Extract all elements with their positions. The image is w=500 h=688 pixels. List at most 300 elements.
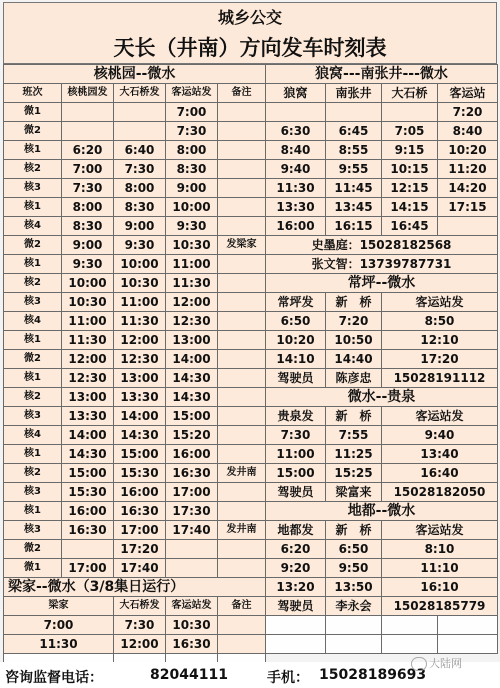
time-cell: 9:40 <box>266 160 326 179</box>
time-cell: 14:30 <box>114 426 166 445</box>
column-header: 新 桥 <box>326 521 382 540</box>
table-row <box>4 160 266 179</box>
table-row <box>266 331 498 350</box>
table-row <box>266 597 498 616</box>
table-row <box>4 84 266 103</box>
time-cell <box>218 122 266 141</box>
time-cell: 16:30 <box>114 502 166 521</box>
time-cell: 8:00 <box>114 179 166 198</box>
table-row <box>4 236 266 255</box>
table-row <box>4 521 266 540</box>
table-row <box>266 312 498 331</box>
time-cell: 13:40 <box>382 445 498 464</box>
time-cell: 6:45 <box>326 122 382 141</box>
table-row <box>4 597 266 616</box>
time-cell: 10:15 <box>382 160 438 179</box>
time-cell <box>218 312 266 331</box>
column-header: 新 桥 <box>326 293 382 312</box>
time-cell: 17:00 <box>114 521 166 540</box>
table-row <box>4 445 266 464</box>
wechat-icon <box>411 657 427 671</box>
table-row <box>266 217 498 236</box>
time-cell: 8:40 <box>266 141 326 160</box>
column-header: 地都发 <box>266 521 326 540</box>
time-cell <box>218 198 266 217</box>
time-cell: 15:30 <box>114 464 166 483</box>
table-row <box>266 445 498 464</box>
time-cell: 13:00 <box>166 331 218 350</box>
time-cell: 11:25 <box>326 445 382 464</box>
time-cell: 9:50 <box>326 559 382 578</box>
time-cell: 9:30 <box>166 217 218 236</box>
driver-label: 驾驶员 <box>266 597 326 616</box>
trip-code: 微1 <box>4 559 62 578</box>
time-cell: 17:00 <box>166 483 218 502</box>
time-cell: 发井南 <box>218 464 266 483</box>
time-cell <box>218 616 266 635</box>
time-cell: 16:40 <box>382 464 498 483</box>
table-row <box>266 578 498 597</box>
table-cell <box>438 635 498 654</box>
time-cell: 12:30 <box>62 369 114 388</box>
time-cell: 11:30 <box>62 331 114 350</box>
trip-code: 核1 <box>4 141 62 160</box>
trip-code: 核4 <box>4 217 62 236</box>
time-cell: 13:30 <box>62 407 114 426</box>
driver-label: 驾驶员 <box>266 483 326 502</box>
time-cell: 13:45 <box>326 198 382 217</box>
time-cell: 8:00 <box>166 141 218 160</box>
trip-code: 核2 <box>4 464 62 483</box>
time-cell: 11:30 <box>4 635 114 654</box>
table-row <box>4 217 266 236</box>
time-cell <box>218 483 266 502</box>
time-cell <box>218 540 266 559</box>
time-cell: 14:00 <box>62 426 114 445</box>
column-header: 南张井 <box>326 84 382 103</box>
time-cell: 15:00 <box>114 445 166 464</box>
time-cell <box>218 369 266 388</box>
table-row <box>266 293 498 312</box>
table-row <box>266 635 498 654</box>
time-cell: 10:50 <box>326 331 382 350</box>
trip-code: 微1 <box>4 103 62 122</box>
time-cell <box>218 426 266 445</box>
time-cell <box>382 103 438 122</box>
time-cell <box>266 103 326 122</box>
time-cell: 15:00 <box>266 464 326 483</box>
column-header: 客运站发 <box>382 521 498 540</box>
trip-code: 核3 <box>4 483 62 502</box>
time-cell: 17:15 <box>438 198 498 217</box>
time-cell: 11:30 <box>166 274 218 293</box>
time-cell <box>218 217 266 236</box>
table-row <box>266 350 498 369</box>
time-cell: 16:00 <box>114 483 166 502</box>
column-header: 贵泉发 <box>266 407 326 426</box>
time-cell: 9:00 <box>114 217 166 236</box>
time-cell: 10:30 <box>62 293 114 312</box>
time-cell: 8:30 <box>62 217 114 236</box>
left-timetable <box>3 64 266 673</box>
time-cell: 11:00 <box>166 255 218 274</box>
time-cell: 12:00 <box>166 293 218 312</box>
section-title: 常坪--微水 <box>266 274 498 293</box>
trip-code: 核4 <box>4 312 62 331</box>
time-cell: 10:00 <box>62 274 114 293</box>
time-cell <box>218 407 266 426</box>
table-row <box>4 540 266 559</box>
table-row <box>4 559 266 578</box>
column-header: 常坪发 <box>266 293 326 312</box>
time-cell <box>218 141 266 160</box>
trip-code: 核2 <box>4 160 62 179</box>
time-cell <box>62 122 114 141</box>
trip-code: 核1 <box>4 331 62 350</box>
time-cell: 11:30 <box>114 312 166 331</box>
time-cell <box>218 255 266 274</box>
column-header: 核桃园发 <box>62 84 114 103</box>
time-cell: 10:00 <box>114 255 166 274</box>
table-row <box>4 407 266 426</box>
time-cell: 8:50 <box>382 312 498 331</box>
table-row <box>266 521 498 540</box>
table-row <box>266 407 498 426</box>
time-cell: 9:30 <box>62 255 114 274</box>
table-row <box>4 65 266 84</box>
trip-code: 核1 <box>4 255 62 274</box>
column-header: 新 桥 <box>326 407 382 426</box>
time-cell <box>218 559 266 578</box>
time-cell <box>218 502 266 521</box>
table-row <box>266 84 498 103</box>
section-title: 核桃园--微水 <box>4 65 266 84</box>
time-cell: 9:00 <box>166 179 218 198</box>
table-row <box>4 293 266 312</box>
table-row <box>266 616 498 635</box>
trip-code: 核1 <box>4 445 62 464</box>
column-header: 客运站发 <box>166 597 218 616</box>
table-row <box>266 464 498 483</box>
time-cell: 9:30 <box>114 236 166 255</box>
trip-code: 微2 <box>4 122 62 141</box>
time-cell <box>114 122 166 141</box>
table-row <box>4 274 266 293</box>
mobile-number: 15028189693 <box>319 667 427 683</box>
time-cell <box>166 540 218 559</box>
time-cell: 12:00 <box>62 350 114 369</box>
table-cell <box>266 616 326 635</box>
time-cell: 14:00 <box>166 350 218 369</box>
trip-code: 核1 <box>4 369 62 388</box>
table-row <box>266 198 498 217</box>
time-cell: 7:30 <box>62 179 114 198</box>
table-row <box>4 388 266 407</box>
table-row <box>4 616 266 635</box>
time-cell: 7:30 <box>114 160 166 179</box>
table-row <box>266 369 498 388</box>
table-row <box>4 350 266 369</box>
table-cell <box>382 635 438 654</box>
time-cell: 10:30 <box>166 616 218 635</box>
time-cell: 7:30 <box>114 616 166 635</box>
time-cell: 16:15 <box>326 217 382 236</box>
hotline-label: 咨询监督电话： <box>5 670 103 686</box>
time-cell: 16:00 <box>166 445 218 464</box>
time-cell: 15:20 <box>166 426 218 445</box>
time-cell: 9:40 <box>382 426 498 445</box>
table-row <box>266 255 498 274</box>
time-cell: 发梁家 <box>218 236 266 255</box>
time-cell <box>218 293 266 312</box>
time-cell: 6:40 <box>114 141 166 160</box>
table-row <box>4 483 266 502</box>
time-cell: 7:00 <box>166 103 218 122</box>
time-cell: 17:40 <box>114 559 166 578</box>
time-cell: 11:10 <box>382 559 498 578</box>
trip-code: 核2 <box>4 274 62 293</box>
column-header: 狼窝 <box>266 84 326 103</box>
trip-code: 核1 <box>4 502 62 521</box>
trip-code: 核3 <box>4 293 62 312</box>
time-cell: 7:20 <box>326 312 382 331</box>
time-cell: 8:40 <box>438 122 498 141</box>
time-cell <box>114 103 166 122</box>
trip-code: 微2 <box>4 540 62 559</box>
table-row <box>266 160 498 179</box>
time-cell: 13:00 <box>62 388 114 407</box>
hotline-number: 82044111 <box>150 667 228 683</box>
time-cell: 11:20 <box>438 160 498 179</box>
driver-name: 李永会 <box>326 597 382 616</box>
time-cell: 14:30 <box>166 369 218 388</box>
time-cell: 11:00 <box>114 293 166 312</box>
table-cell <box>326 616 382 635</box>
time-cell: 14:10 <box>266 350 326 369</box>
time-cell: 10:00 <box>166 198 218 217</box>
trip-code: 核3 <box>4 179 62 198</box>
time-cell: 15:00 <box>166 407 218 426</box>
table-row <box>266 236 498 255</box>
time-cell: 10:20 <box>266 331 326 350</box>
section-title: 狼窝---南张井---微水 <box>266 65 498 84</box>
time-cell <box>218 388 266 407</box>
time-cell: 15:25 <box>326 464 382 483</box>
table-row <box>4 502 266 521</box>
column-header: 大石桥 <box>382 84 438 103</box>
table-row <box>4 464 266 483</box>
table-cell <box>438 616 498 635</box>
column-header: 客运站发 <box>166 84 218 103</box>
time-cell: 10:30 <box>166 236 218 255</box>
time-cell: 17:20 <box>114 540 166 559</box>
time-cell <box>218 635 266 654</box>
time-cell: 7:30 <box>166 122 218 141</box>
column-header: 备注 <box>218 84 266 103</box>
driver-contact: 史墨庭：15028182568 <box>266 236 498 255</box>
driver-name: 陈彦忠 <box>326 369 382 388</box>
page-title: 天长（井南）方向发车时刻表 <box>3 32 497 64</box>
table-row <box>266 179 498 198</box>
trip-code: 核1 <box>4 198 62 217</box>
time-cell <box>218 274 266 293</box>
driver-phone: 15028185779 <box>382 597 498 616</box>
time-cell: 17:20 <box>382 350 498 369</box>
table-row <box>4 179 266 198</box>
column-header: 客运站 <box>438 84 498 103</box>
column-header: 客运站发 <box>382 293 498 312</box>
time-cell: 11:45 <box>326 179 382 198</box>
time-cell: 14:00 <box>114 407 166 426</box>
time-cell: 13:20 <box>266 578 326 597</box>
table-row <box>4 103 266 122</box>
section-title: 梁家--微水（3/8集日运行） <box>4 578 266 597</box>
table-row <box>266 103 498 122</box>
time-cell: 15:00 <box>62 464 114 483</box>
time-cell: 6:50 <box>326 540 382 559</box>
driver-label: 驾驶员 <box>266 369 326 388</box>
column-header: 班次 <box>4 84 62 103</box>
time-cell: 13:50 <box>326 578 382 597</box>
time-cell: 17:40 <box>166 521 218 540</box>
mobile-label: 手机： <box>267 670 309 686</box>
time-cell: 发井南 <box>218 521 266 540</box>
time-cell: 8:00 <box>62 198 114 217</box>
time-cell: 10:20 <box>438 141 498 160</box>
time-cell: 16:10 <box>382 578 498 597</box>
time-cell <box>62 103 114 122</box>
table-row <box>4 198 266 217</box>
time-cell: 12:00 <box>114 331 166 350</box>
time-cell: 6:20 <box>62 141 114 160</box>
time-cell: 11:00 <box>62 312 114 331</box>
right-timetable <box>265 64 498 654</box>
time-cell <box>218 331 266 350</box>
time-cell: 12:30 <box>166 312 218 331</box>
time-cell: 14:20 <box>438 179 498 198</box>
section-title: 微水--贵泉 <box>266 388 498 407</box>
table-row <box>266 122 498 141</box>
time-cell: 17:30 <box>166 502 218 521</box>
driver-contact: 张文智：13739787731 <box>266 255 498 274</box>
time-cell: 10:30 <box>114 274 166 293</box>
table-row <box>266 502 498 521</box>
table-row <box>266 540 498 559</box>
table-cell <box>382 616 438 635</box>
time-cell: 14:15 <box>382 198 438 217</box>
trip-code: 微2 <box>4 236 62 255</box>
time-cell: 16:00 <box>62 502 114 521</box>
table-row <box>266 426 498 445</box>
time-cell: 9:55 <box>326 160 382 179</box>
table-row <box>4 122 266 141</box>
time-cell: 8:55 <box>326 141 382 160</box>
time-cell: 7:05 <box>382 122 438 141</box>
table-row <box>4 578 266 597</box>
table-row <box>266 141 498 160</box>
table-row <box>4 255 266 274</box>
trip-code: 核3 <box>4 521 62 540</box>
trip-code: 核3 <box>4 407 62 426</box>
company-title: 城乡公交 <box>3 2 497 32</box>
table-row <box>4 369 266 388</box>
trip-code: 微2 <box>4 350 62 369</box>
time-cell <box>218 179 266 198</box>
time-cell <box>62 540 114 559</box>
table-row <box>4 141 266 160</box>
table-row <box>266 559 498 578</box>
table-row <box>4 635 266 654</box>
time-cell <box>438 217 498 236</box>
time-cell: 7:30 <box>266 426 326 445</box>
column-header: 备注 <box>218 597 266 616</box>
time-cell <box>218 445 266 464</box>
trip-code: 核2 <box>4 388 62 407</box>
time-cell: 12:30 <box>114 350 166 369</box>
time-cell: 8:30 <box>166 160 218 179</box>
time-cell: 9:15 <box>382 141 438 160</box>
time-cell: 6:30 <box>266 122 326 141</box>
column-header: 大石桥发 <box>114 597 166 616</box>
time-cell: 16:45 <box>382 217 438 236</box>
table-row <box>266 65 498 84</box>
time-cell: 7:55 <box>326 426 382 445</box>
time-cell: 16:30 <box>166 635 218 654</box>
time-cell <box>326 103 382 122</box>
table-row <box>4 312 266 331</box>
time-cell: 16:00 <box>266 217 326 236</box>
time-cell: 14:30 <box>62 445 114 464</box>
time-cell: 8:30 <box>114 198 166 217</box>
time-cell: 13:00 <box>114 369 166 388</box>
time-cell <box>166 559 218 578</box>
time-cell <box>218 350 266 369</box>
time-cell: 6:20 <box>266 540 326 559</box>
time-cell: 17:00 <box>62 559 114 578</box>
time-cell <box>218 160 266 179</box>
time-cell: 15:30 <box>62 483 114 502</box>
time-cell: 16:30 <box>62 521 114 540</box>
table-cell <box>266 635 326 654</box>
table-row <box>4 331 266 350</box>
time-cell: 14:40 <box>326 350 382 369</box>
table-row <box>266 274 498 293</box>
time-cell: 11:00 <box>266 445 326 464</box>
time-cell: 9:00 <box>62 236 114 255</box>
driver-name: 梁富来 <box>326 483 382 502</box>
column-header: 大石桥发 <box>114 84 166 103</box>
time-cell <box>218 103 266 122</box>
time-cell: 16:30 <box>166 464 218 483</box>
time-cell: 9:20 <box>266 559 326 578</box>
time-cell: 13:30 <box>266 198 326 217</box>
time-cell: 12:10 <box>382 331 498 350</box>
time-cell: 6:50 <box>266 312 326 331</box>
column-header: 梁家 <box>4 597 114 616</box>
section-title: 地都--微水 <box>266 502 498 521</box>
time-cell: 7:00 <box>62 160 114 179</box>
table-row <box>4 426 266 445</box>
time-cell: 12:00 <box>114 635 166 654</box>
table-row <box>266 483 498 502</box>
trip-code: 核4 <box>4 426 62 445</box>
column-header: 客运站发 <box>382 407 498 426</box>
time-cell: 14:30 <box>166 388 218 407</box>
table-row <box>266 388 498 407</box>
watermark: 大陆网 <box>411 655 462 671</box>
time-cell: 7:00 <box>4 616 114 635</box>
driver-phone: 15028182050 <box>382 483 498 502</box>
